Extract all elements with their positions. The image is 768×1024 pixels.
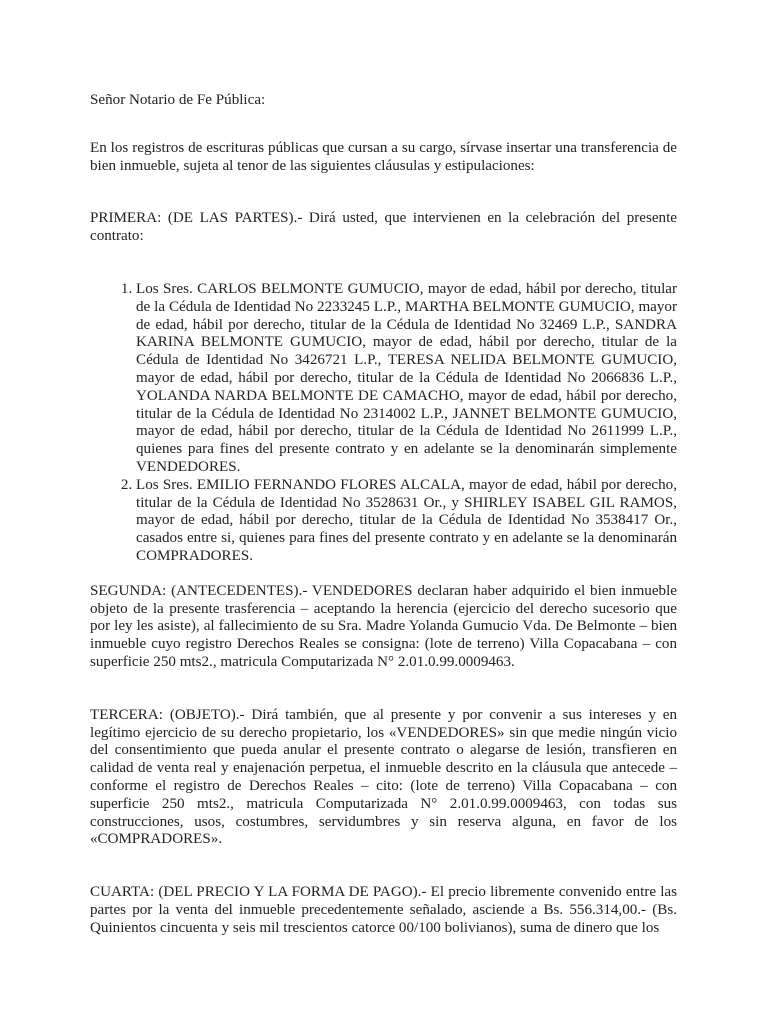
clause-segunda: SEGUNDA: (ANTECEDENTES).- VENDEDORES declaran haber adquirido el bien inmueble objeto de la presente trasferencia – aceptando la herencia (ejercicio del derecho sucesorio que por ley les asiste), al fallecimiento de su Sra. Madre Yolanda Gumucio Vda. De Belmonte – bien inmueble cuyo registro Derechos Reales se consigna: (lote de terreno) Villa Copacabana – con superficie 250 mts2., matricula Computarizada N° 2.01.0.99.0009463. xyxy=(90,582,677,670)
salutation: Señor Notario de Fe Pública: xyxy=(90,92,266,108)
intro-paragraph: En los registros de escrituras públicas que cursan a su cargo, sírvase insertar una transferencia de bien inmueble, sujeta al tenor de las siguientes cláusulas y estipulaciones: xyxy=(90,139,677,174)
clause-cuarta: CUARTA: (DEL PRECIO Y LA FORMA DE PAGO).- El precio libremente convenido entre las partes por la venta del inmueble precedentemente señalado, asciende a Bs. 556.314,00.- (Bs. Quinientos cincuenta y seis mil trescientos catorce 00/100 bolivianos), suma de dinero que los xyxy=(90,884,677,936)
list-item: 1. Los Sres. CARLOS BELMONTE GUMUCIO, mayor de edad, hábil por derecho, titular de la Cédula de Identidad No 2233245 L.P., MARTHA BELMONTE GUMUCIO, mayor de edad, hábil por derecho, titular de la Cédula de Identidad No 32469 L.P., SANDRA KARINA BELMONTE GUMUCIO, mayor de edad, hábil por derecho, titular de la Cédula de Identidad No 3426721 L.P., TERESA NELIDA BELMONTE GUMUCIO, mayor de edad, hábil por derecho, titular de la Cédula de Identidad No 2066836 L.P., YOLANDA NARDA BELMONTE DE CAMACHO, mayor de edad, hábil por derecho, titular de la Cédula de Identidad No 2314002 L.P., JANNET BELMONTE GUMUCIO, mayor de edad, hábil por derecho, titular de la Cédula de Identidad No 2611999 L.P., quienes para fines del presente contrato y en adelante se la denominarán simplemente VENDEDORES. xyxy=(136,281,677,477)
clause-primera: PRIMERA: (DE LAS PARTES).- Dirá usted, que intervienen en la celebración del presente contrato: xyxy=(90,210,677,245)
list-item: 2. Los Sres. EMILIO FERNANDO FLORES ALCALA, mayor de edad, hábil por derecho, titular de la Cédula de Identidad No 3528631 Or., y SHIRLEY ISABEL GIL RAMOS, mayor de edad, hábil por derecho, titular de la Cédula de Identidad No 3538417 Or., casados entre si, quienes para fines del presente contrato y en adelante se la denominarán COMPRADORES. xyxy=(136,477,677,566)
document-page xyxy=(90,92,677,937)
clause-tercera: TERCERA: (OBJETO).- Dirá también, que al presente y por convenir a sus intereses y en legítimo ejercicio de su derecho propietario, los «VENDEDORES» sin que medie ningún vicio del consentimiento que pueda anular el presente contrato o alegarse de lesión, transfieren en calidad de venta real y enajenación perpetua, el inmueble descrito en la cláusula que antecede – conforme el registro de Derechos Reales – cito: (lote de terreno) Villa Copacabana – con superficie 250 mts2., matricula Computarizada N° 2.01.0.99.0009463, con todas sus construcciones, usos, costumbres, servidumbres y sin reserva alguna, en favor de los «COMPRADORES». xyxy=(90,706,677,848)
parties-list xyxy=(90,281,677,566)
